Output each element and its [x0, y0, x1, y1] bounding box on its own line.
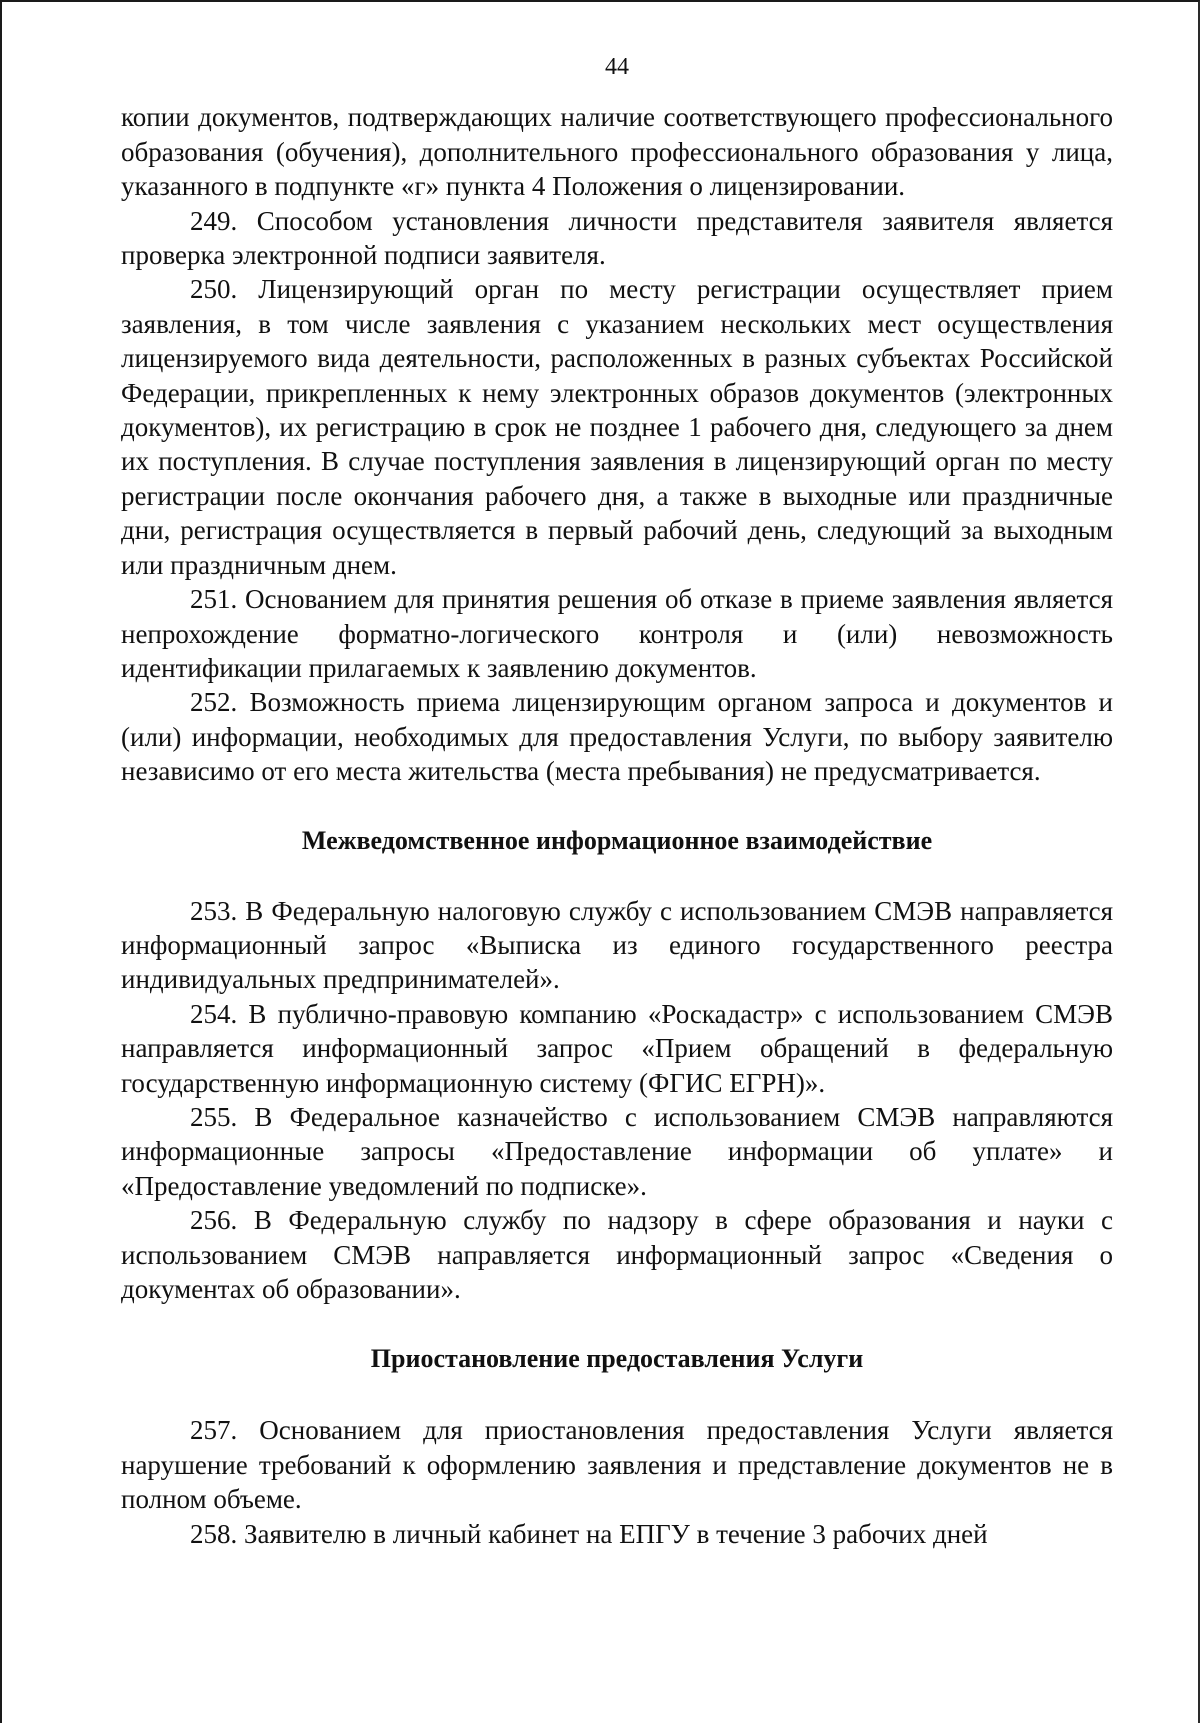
paragraph-text: Основанием для приостановления предоставления Услуги является нарушение требований к оформлению заявления и представление документов не в полном объеме.	[121, 1415, 1113, 1515]
paragraph-number: 249.	[190, 205, 238, 236]
paragraph-number: 258.	[190, 1518, 238, 1549]
paragraph-250	[121, 272, 1113, 582]
paragraph-253	[121, 894, 1113, 997]
paragraph-text: Заявителю в личный кабинет на ЕПГУ в течение 3 рабочих дней	[237, 1518, 988, 1549]
paragraph-number: 251.	[190, 584, 238, 615]
paragraph-number: 256.	[190, 1205, 238, 1236]
paragraph-254	[121, 997, 1113, 1100]
paragraph-number: 252.	[190, 687, 238, 718]
document-body	[121, 50, 1113, 1551]
paragraph-257	[121, 1413, 1113, 1516]
paragraph-continuation	[121, 100, 1113, 203]
paragraph-text: В публично-правовую компанию «Роскадастр» с использованием СМЭВ направляется информационный запрос «Прием обращений в федеральную государственную информационную систему (ФГИС ЕГРН)».	[121, 998, 1113, 1098]
paragraph-255	[121, 1100, 1113, 1203]
paragraph-text: копии документов, подтверждающих наличие соответствующего профессионального образования (обучения), дополнительного профессионального образования у лица, указанного в подпункте «г» пункта 4 Положения о лицензировании.	[121, 102, 1113, 202]
paragraph-text: Лицензирующий орган по месту регистрации осуществляет прием заявления, в том числе заявления с указанием нескольких мест осуществления лицензируемого вида деятельности, расположенных в разных субъектах Российской Федерации, прикрепленных к нему электронных образов документов (электронных документов), их регистрацию в срок не позднее 1 рабочего дня, следующего за днем их поступления. В случае поступления заявления в лицензирующий орган по месту регистрации после окончания рабочего дня, а также в выходные или праздничные дни, регистрация осуществляется в первый рабочий день, следующий за выходным или праздничным днем.	[121, 274, 1113, 580]
paragraph-number: 255.	[190, 1101, 238, 1132]
page-number: 44	[605, 54, 629, 80]
paragraph-text: В Федеральное казначейство с использованием СМЭВ направляются информационные запросы «Предоставление информации об уплате» и «Предоставление уведомлений по подписке».	[121, 1101, 1113, 1201]
paragraph-249	[121, 204, 1113, 273]
paragraph-text: В Федеральную налоговую службу с использованием СМЭВ направляется информационный запрос «Выписка из единого государственного реестра индивидуальных предпринимателей».	[121, 895, 1113, 995]
paragraph-number: 254.	[190, 998, 238, 1029]
paragraph-258	[121, 1517, 1113, 1551]
paragraph-text: Основанием для принятия решения об отказе в приеме заявления является непрохождение форматно-логического контроля и (или) невозможность идентификации прилагаемых к заявлению документов.	[121, 584, 1113, 683]
section-heading-suspension: Приостановление предоставления Услуги	[370, 1344, 864, 1374]
paragraph-256	[121, 1203, 1113, 1306]
paragraph-number: 250.	[190, 274, 238, 305]
paragraph-text: Способом установления личности представителя заявителя является проверка электронной подписи заявителя.	[121, 205, 1113, 271]
paragraph-252	[121, 685, 1113, 788]
section-heading-interagency: Межведомственное информационное взаимодействие	[301, 825, 933, 855]
paragraph-text: В Федеральную службу по надзору в сфере образования и науки с использованием СМЭВ направляется информационный запрос «Сведения о документах об образовании».	[121, 1205, 1113, 1304]
paragraph-number: 257.	[190, 1415, 238, 1446]
paragraph-text: Возможность приема лицензирующим органом запроса и документов и (или) информации, необходимых для предоставления Услуги, по выбору заявителю независимо от его места жительства (места пребывания) не предусматривается.	[121, 687, 1113, 787]
paragraph-number: 253.	[190, 895, 238, 926]
paragraph-251	[121, 582, 1113, 685]
